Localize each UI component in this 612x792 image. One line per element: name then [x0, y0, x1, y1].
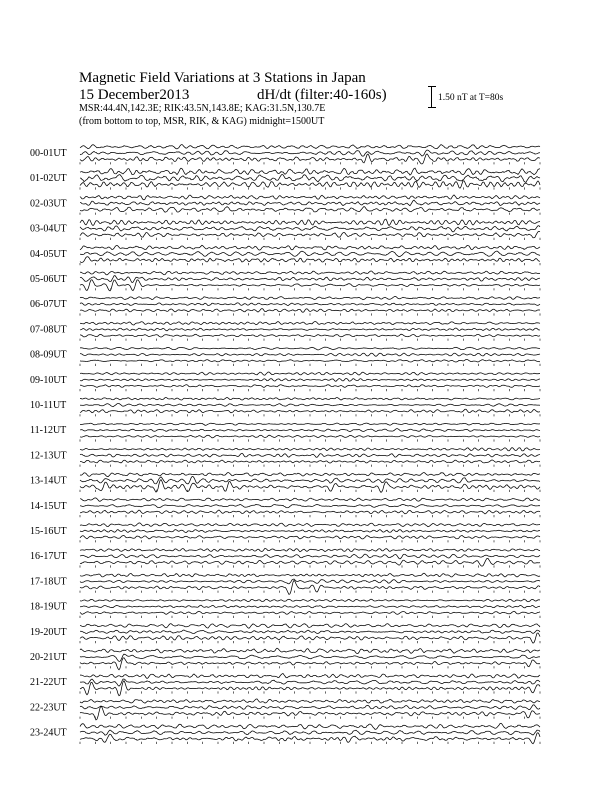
minute-ticks [80, 162, 540, 164]
station-trace [80, 624, 540, 629]
hour-row [30, 245, 540, 265]
hour-row [30, 168, 540, 190]
minute-ticks [80, 339, 540, 341]
station-trace [80, 195, 540, 200]
hour-row-label: 20-21UT [30, 652, 67, 663]
station-trace [80, 535, 540, 539]
hour-row-label: 17-18UT [30, 576, 67, 588]
minute-ticks [80, 565, 540, 567]
hour-row [30, 648, 540, 670]
hour-row-label: 04-05UT [30, 248, 67, 260]
minute-ticks [80, 641, 540, 643]
station-trace [80, 303, 540, 306]
hour-row [30, 296, 540, 315]
minute-ticks [80, 515, 540, 517]
hour-row-label: 07-08UT [30, 324, 67, 336]
station-trace [80, 174, 540, 182]
minute-ticks [80, 389, 540, 391]
hour-row [30, 347, 540, 366]
station-trace [80, 404, 540, 407]
station-trace [80, 558, 540, 566]
hour-row-label: 08-09UT [30, 349, 67, 361]
station-coordinates: MSR:44.4N,142.3E; RIK:43.5N,143.8E; KAG:31.5N,130.7E [79, 103, 326, 114]
station-trace [80, 372, 540, 375]
station-trace [80, 423, 540, 425]
minute-ticks [80, 591, 540, 593]
hour-row-label: 14-15UT [30, 500, 67, 512]
hour-row-label: 03-04UT [30, 223, 67, 235]
minute-ticks [80, 742, 540, 744]
station-trace [80, 378, 540, 381]
station-trace [80, 347, 540, 350]
minute-ticks [80, 540, 540, 542]
station-trace [80, 296, 540, 299]
hour-row-label: 18-19UT [30, 601, 67, 613]
hour-row [30, 448, 540, 467]
hour-row-label: 23-24UT [30, 727, 67, 739]
hour-row [30, 219, 540, 240]
hour-row-label: 22-23UT [30, 702, 67, 714]
station-trace [80, 630, 540, 634]
minute-ticks [80, 213, 540, 215]
station-trace [80, 435, 540, 438]
hour-row [30, 573, 540, 594]
station-trace [80, 648, 540, 653]
hour-row-label: 06-07UT [30, 299, 67, 311]
station-trace [80, 473, 540, 477]
minute-ticks [80, 717, 540, 719]
hour-row-label: 21-22UT [30, 677, 67, 689]
station-trace [80, 219, 540, 225]
hour-row [30, 423, 540, 442]
minute-ticks [80, 288, 540, 290]
station-trace [80, 207, 540, 213]
station-trace [80, 477, 540, 484]
station-trace [80, 200, 540, 206]
station-trace [80, 245, 540, 250]
hour-row-label: 05-06UT [30, 274, 67, 285]
station-trace [80, 504, 540, 507]
hour-row-label: 15-16UT [30, 526, 67, 537]
hour-row-label: 09-10UT [30, 374, 67, 386]
hour-row [30, 195, 540, 215]
station-trace [80, 573, 540, 577]
station-trace [80, 276, 540, 283]
hour-row [30, 372, 540, 391]
station-trace [80, 429, 540, 432]
hour-row [30, 473, 540, 493]
station-trace [80, 674, 540, 679]
hour-row-label: 11-12UT [30, 425, 67, 437]
station-trace [80, 548, 540, 552]
chart-title: Magnetic Field Variations at 3 Stations in Japan [79, 70, 366, 86]
station-trace [80, 309, 540, 313]
hour-row-label: 01-02UT [30, 173, 67, 185]
hour-row [30, 145, 540, 165]
hour-row [30, 271, 540, 291]
minute-ticks [80, 465, 540, 467]
minute-ticks [80, 187, 540, 189]
minute-ticks [80, 414, 540, 416]
station-trace [80, 145, 540, 149]
station-trace [80, 397, 540, 400]
station-trace [80, 334, 540, 337]
station-trace [80, 730, 540, 735]
station-trace [80, 723, 540, 729]
station-trace [80, 251, 540, 257]
station-trace [80, 554, 540, 559]
hour-row-label: 02-03UT [30, 198, 67, 210]
station-trace [80, 385, 540, 388]
hour-row [30, 397, 540, 416]
station-trace [80, 453, 540, 457]
station-trace [80, 530, 540, 533]
station-trace [80, 181, 540, 188]
station-trace [80, 705, 540, 710]
station-trace [80, 322, 540, 326]
hour-row-label: 10-11UT [30, 400, 67, 411]
station-trace [80, 611, 540, 614]
station-trace [80, 448, 540, 451]
hour-row [30, 599, 540, 618]
station-trace [80, 579, 540, 584]
minute-ticks [80, 691, 540, 693]
station-trace [80, 150, 540, 156]
hour-row [30, 624, 540, 644]
hour-row-label: 19-20UT [30, 626, 67, 638]
chart-date: 15 December2013 [79, 87, 190, 103]
station-trace [80, 353, 540, 356]
minute-ticks [80, 238, 540, 240]
station-order-note: (from bottom to top, MSR, RIK, & KAG) midnight=1500UT [79, 116, 325, 127]
station-trace [80, 409, 540, 413]
hour-row [30, 548, 540, 567]
station-trace [80, 328, 540, 331]
hour-row [30, 723, 540, 744]
station-trace [80, 654, 540, 661]
minute-ticks [80, 439, 540, 441]
hour-row-label: 12-13UT [30, 450, 67, 462]
station-trace [80, 699, 540, 703]
chart-quantity: dH/dt (filter:40-160s) [257, 87, 387, 103]
station-trace [80, 231, 540, 237]
station-trace [80, 679, 540, 686]
station-trace [80, 498, 540, 501]
scale-bar-label: 1.50 nT at T=80s [438, 93, 504, 103]
station-trace [80, 257, 540, 263]
station-trace [80, 460, 540, 463]
station-trace [80, 605, 540, 608]
minute-ticks [80, 616, 540, 618]
hour-row [30, 674, 540, 696]
minute-ticks [80, 666, 540, 668]
hour-row [30, 322, 540, 341]
station-trace [80, 226, 540, 232]
station-trace [80, 360, 540, 363]
hour-row [30, 699, 540, 720]
hour-row-label: 00-01UT [30, 148, 67, 159]
station-trace [80, 271, 540, 275]
hour-row [30, 523, 540, 543]
minute-ticks [80, 313, 540, 315]
hour-row-label: 16-17UT [30, 551, 67, 563]
minute-ticks [80, 364, 540, 366]
station-trace [80, 599, 540, 602]
hour-row-label: 13-14UT [30, 475, 67, 487]
minute-ticks [80, 263, 540, 265]
station-trace [80, 510, 540, 514]
hour-row [30, 498, 540, 517]
station-trace [80, 523, 540, 527]
minute-ticks [80, 490, 540, 492]
station-trace [80, 168, 540, 175]
